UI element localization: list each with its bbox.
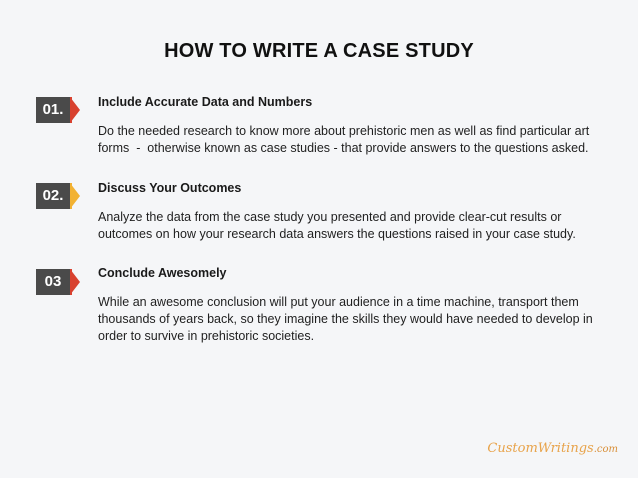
brand-name: CustomWritings <box>487 441 594 456</box>
brand-logo <box>487 441 618 456</box>
section-heading: Conclude Awesomely <box>98 266 227 280</box>
section-body: While an awesome conclusion will put your audience in a time machine, transport them thousands of years back, so they imagine the skills they would have needed to develop in order to survive in prehistoric societies. <box>98 295 597 343</box>
section-heading: Discuss Your Outcomes <box>98 181 242 195</box>
section-number: 03 <box>36 269 70 295</box>
section-heading: Include Accurate Data and Numbers <box>98 95 313 109</box>
section-badge <box>36 97 83 123</box>
section-body: Analyze the data from the case study you presented and provide clear-cut results or outcomes on how your research data answers the questions raised in your case study. <box>98 210 576 241</box>
section-badge <box>36 269 83 295</box>
page-title: HOW TO WRITE A CASE STUDY <box>164 40 474 62</box>
section-number: 01. <box>36 97 70 123</box>
brand-suffix: .com <box>593 444 618 455</box>
section-body: Do the needed research to know more about prehistoric men as well as find particular art forms - otherwise known as case studies - that provide answers to the questions asked. <box>98 124 593 155</box>
section-number: 02. <box>36 183 70 209</box>
section-badge <box>36 183 83 209</box>
